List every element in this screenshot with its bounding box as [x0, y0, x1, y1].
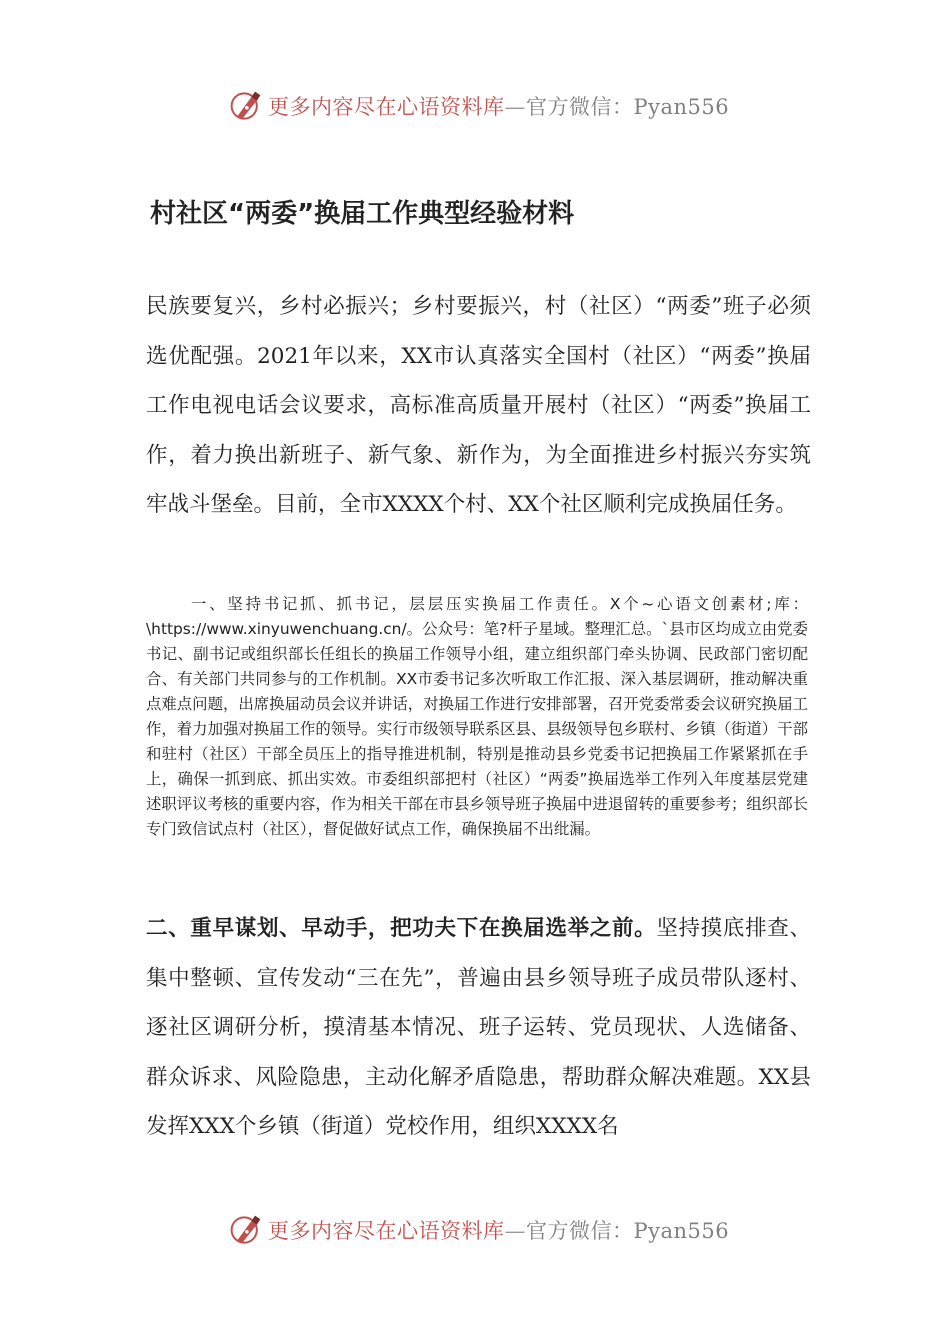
header-banner	[228, 86, 729, 126]
banner-library-text: 更多内容尽在心语资料库	[268, 95, 505, 119]
intro-paragraph: 民族要复兴，乡村必振兴；乡村要振兴，村（社区）“两委”班子必须选优配强。2021年以来，XX市认真落实全国村（社区）“两委”换届工作电视电话会议要求，高标准高质量开展村（社区）“两委”换届工作，着力换出新班子、新气象、新作为，为全面推进乡村振兴夯实筑牢战斗堡垒。目前，全市XXXX个村、XX个社区顺利完成换届任务。	[146, 294, 811, 518]
pen-nib-logo-icon	[228, 88, 264, 124]
banner-dash: —	[504, 1219, 526, 1243]
section2-body: 坚持摸底排查、集中整顿、宣传发动“三在先”，普遍由县乡领导班子成员带队逐村、逐社区调研分析，摸清基本情况、班子运转、党员现状、人选储备、群众诉求、风险隐患，主动化解矛盾隐患，帮助群众解决难题。XX县发挥XXX个乡镇（街道）党校作用，组织XXXX名	[146, 916, 811, 1140]
document-title: 村社区“两委”换届工作典型经验材料	[150, 199, 575, 230]
pen-nib-logo-icon	[228, 1212, 264, 1248]
banner-wechat-text: 官方微信：Pyan556	[526, 1219, 730, 1243]
banner-wechat-text: 官方微信：Pyan556	[526, 95, 730, 119]
section2-heading: 二、重早谋划、早动手，把功夫下在换届选举之前。	[146, 916, 657, 941]
footer-banner	[228, 1210, 729, 1250]
banner-dash: —	[504, 95, 526, 119]
section1-paragraph: 一、坚持书记抓、抓书记，层层压实换届工作责任。X个~心语文创素材;库：\https://www.xinyuwenchuang.cn/。公众号：笔?杆子星域。整理汇总。`县市区均成立由党委书记、副书记或组织部长任组长的换届工作领导小组，建立组织部门牵头协调、民政部门密切配合、有关部门共同参与的工作机制。XX市委书记多次听取工作汇报、深入基层调研，推动解决重点难点问题，出席换届动员会议并讲话，对换届工作进行安排部署，召开党委常委会议研究换届工作，着力加强对换届工作的领导。实行市级领导联系区县、县级领导包乡联村、乡镇（街道）干部和驻村（社区）干部全员压上的指导推进机制，特别是推动县乡党委书记把换届工作紧紧抓在手上，确保一抓到底、抓出实效。市委组织部把村（社区）“两委”换届选举工作列入年度基层党建述职评议考核的重要内容，作为相关干部在市县乡领导班子换届中进退留转的重要参考；组织部长专门致信试点村（社区），督促做好试点工作，确保换届不出纰漏。	[146, 595, 808, 838]
banner-library-text: 更多内容尽在心语资料库	[268, 1219, 505, 1243]
section2-paragraph	[146, 904, 811, 1152]
